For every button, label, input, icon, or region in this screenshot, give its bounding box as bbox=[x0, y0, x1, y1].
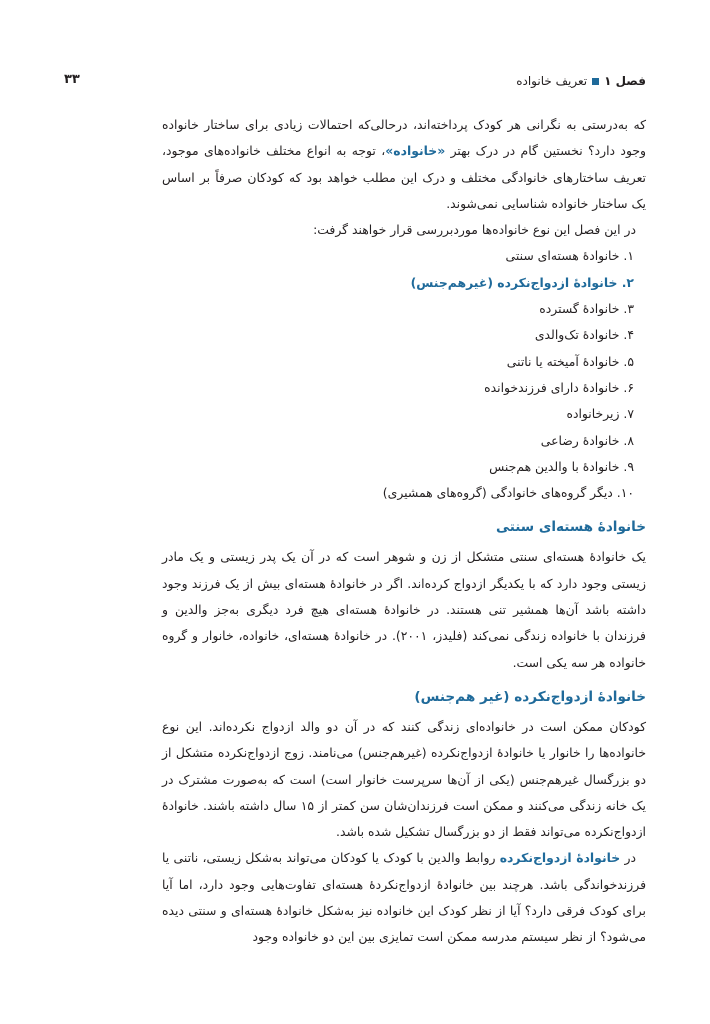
list-intro: در این فصل این نوع خانواده‌ها موردبررسی قرار خواهند گرفت: bbox=[313, 222, 636, 238]
chapter-title: تعریف خانواده bbox=[516, 74, 588, 88]
list-item: ۳. خانوادۀ گسترده bbox=[539, 301, 634, 317]
intro-text-1: که به‌درستی به نگرانی هر کودک پرداخته‌اند، درحالی‌که احتمالات زیادی برای ساختار خانواده وجود دارد؟ نخستین گام در درک بهتر bbox=[162, 117, 646, 159]
list-item: ۴. خانوادۀ تک‌والدی bbox=[534, 327, 634, 343]
square-bullet-icon bbox=[592, 78, 599, 85]
list-item: ۵. خانوادۀ آمیخته یا ناتنی bbox=[506, 353, 634, 369]
chapter-info bbox=[516, 74, 646, 88]
section-body-nuclear: یک خانوادۀ هسته‌ای سنتی متشکل از زن و شوهر است که در آن یک پدر زیستی و یک مادر زیستی وجود دارد که با یکدیگر ازدواج کرده‌اند. اگر در خانوادۀ هسته‌ای بیش از یک فرزند وجود داشته باشد آن‌ها همشیر تنی هستند. در خانوادۀ هسته‌ای هیچ فرد دیگری به‌جز والدین و فرزندان با خانواده زندگی نمی‌کند (فلیدز، ۲۰۰۱). در خانوادۀ هسته‌ای، خانواده، خانوار و گروه خانواده هر سه یکی است. bbox=[162, 549, 646, 670]
main-content bbox=[162, 112, 646, 951]
section-body-unmarried: کودکان ممکن است در خانواده‌ای زندگی کنند که در آن دو والد ازدواج نکرده‌اند. این نوع خانواده‌ها را خانوار یا خانوادۀ ازدواج‌نکرده (غیرهم‌جنس) می‌نامند. زوج ازدواج‌نکرده متشکل از دو بزرگسال غیرهم‌جنس (یکی از آن‌ها سرپرست خانوار است) است که به‌صورت مشترک در یک خانه زندگی می‌کنند و ممکن است فرزندان‌شان سن کمتر از ۱۵ سال داشته باشند. خانوادۀ ازدواج‌نکرده می‌تواند فقط از دو بزرگسال تشکیل شده باشد. bbox=[162, 718, 646, 840]
section-heading-unmarried: خانوادۀ ازدواج‌نکرده (غیر هم‌جنس) bbox=[414, 688, 646, 705]
p2-text-2: روابط والدین با کودک یا کودکان می‌تواند به‌شکل زیستی، ناتنی یا فرزندخواندگی باشد. هرچند بین خانوادۀ ازدواج‌نکردۀ هسته‌ای تفاوت‌هایی وجود دارد، اما آیا برای کودک فرقی دارد؟ آیا از نظر کودک این خانواده نیز به‌شکل خانوادۀ هسته‌ای و سنتی دیده می‌شود؟ از نظر سیستم مدرسه ممکن است تمایزی بین این دو خانواده وجود bbox=[162, 850, 646, 945]
section-body-unmarried-2 bbox=[162, 845, 646, 950]
p2-text-1: در bbox=[624, 850, 636, 866]
list-item: ۸. خانوادۀ رضاعی bbox=[540, 432, 634, 448]
family-types-list bbox=[162, 243, 646, 506]
intro-text-2: ، توجه به انواع مختلف خانواده‌های موجود، تعریف ساختارهای خانوادگی مختلف و درک این مطلب خواهد بود که کودکان صرفاً بر اساس یک ساختار خانواده شناسایی نمی‌شوند. bbox=[162, 143, 646, 211]
p2-highlight: خانوادۀ ازدواج‌نکرده bbox=[499, 850, 621, 866]
chapter-label: فصل ۱ bbox=[604, 74, 646, 88]
list-item: ۶. خانوادۀ دارای فرزندخوانده bbox=[484, 379, 634, 395]
list-item: ۷. زیرخانواده bbox=[566, 406, 634, 422]
list-item: ۲. خانوادۀ ازدواج‌نکرده (غیرهم‌جنس) bbox=[410, 274, 634, 290]
running-header bbox=[64, 72, 646, 92]
intro-paragraph bbox=[162, 112, 646, 217]
list-item: ۹. خانوادۀ با والدین هم‌جنس bbox=[489, 458, 634, 474]
intro-highlight: «خانواده» bbox=[385, 143, 446, 159]
list-item: ۱. خانوادۀ هسته‌ای سنتی bbox=[505, 248, 634, 264]
list-item: ۱۰. دیگر گروه‌های خانوادگی (گروه‌های همشیری) bbox=[382, 485, 634, 501]
section-heading-nuclear: خانوادۀ هسته‌ای سنتی bbox=[495, 519, 646, 536]
page-number: ۳۳ bbox=[64, 72, 80, 87]
